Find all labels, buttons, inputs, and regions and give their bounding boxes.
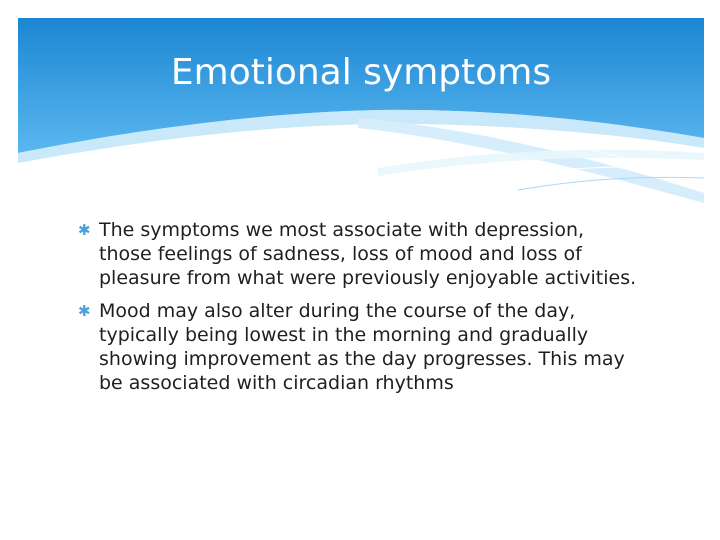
- list-item: [78, 299, 638, 395]
- header-background: [18, 18, 704, 203]
- slide-title: Emotional symptoms: [170, 52, 552, 93]
- header-band: [18, 18, 704, 203]
- asterisk-bullet-icon: ✱: [78, 221, 91, 239]
- bullet-text: The symptoms we most associate with depression, those feelings of sadness, loss of mood and loss of pleasure from what were previously enjoyable activities.: [99, 219, 637, 289]
- bullet-list: [78, 218, 638, 404]
- asterisk-bullet-icon: ✱: [78, 302, 91, 320]
- bullet-text: Mood may also alter during the course of the day, typically being lowest in the morning and gradually showing improvement as the day progresses. This may be associated with circadian rhythms: [99, 300, 625, 394]
- list-item: [78, 218, 638, 290]
